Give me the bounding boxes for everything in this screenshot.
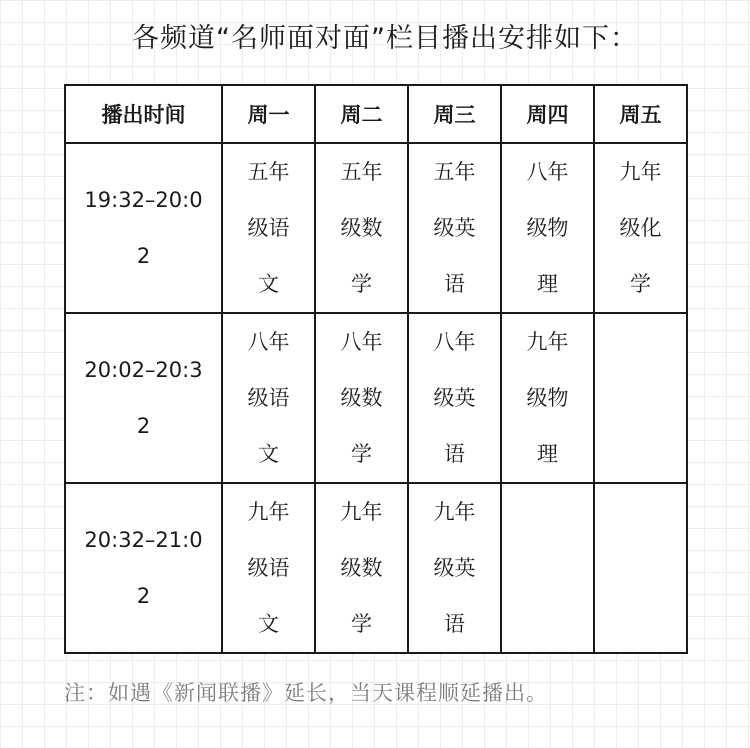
table-row bbox=[65, 483, 687, 653]
header-row bbox=[65, 85, 687, 143]
header-wednesday: 周三 bbox=[408, 85, 501, 143]
course-cell: 九年级物理 bbox=[501, 313, 594, 483]
course-cell: 九年级数学 bbox=[315, 483, 408, 653]
schedule-table bbox=[64, 84, 688, 654]
course-cell: 五年级英语 bbox=[408, 143, 501, 313]
course-cell: 九年级语文 bbox=[222, 483, 315, 653]
time-slot: 20:02–20:32 bbox=[65, 313, 222, 483]
course-cell bbox=[594, 313, 687, 483]
header-monday: 周一 bbox=[222, 85, 315, 143]
course-cell: 八年级英语 bbox=[408, 313, 501, 483]
header-friday: 周五 bbox=[594, 85, 687, 143]
header-thursday: 周四 bbox=[501, 85, 594, 143]
course-cell: 八年级数学 bbox=[315, 313, 408, 483]
course-cell: 五年级语文 bbox=[222, 143, 315, 313]
table-row bbox=[65, 143, 687, 313]
footnote: 注：如遇《新闻联播》延长，当天课程顺延播出。 bbox=[64, 681, 548, 705]
header-tuesday: 周二 bbox=[315, 85, 408, 143]
header-time: 播出时间 bbox=[65, 85, 222, 143]
course-cell: 九年级化学 bbox=[594, 143, 687, 313]
course-cell: 八年级语文 bbox=[222, 313, 315, 483]
course-cell: 九年级英语 bbox=[408, 483, 501, 653]
time-slot: 20:32–21:02 bbox=[65, 483, 222, 653]
course-cell bbox=[594, 483, 687, 653]
course-cell: 八年级物理 bbox=[501, 143, 594, 313]
table-row bbox=[65, 313, 687, 483]
page-title: 各频道“名师面对面”栏目播出安排如下： bbox=[132, 23, 638, 54]
time-slot: 19:32–20:02 bbox=[65, 143, 222, 313]
course-cell bbox=[501, 483, 594, 653]
course-cell: 五年级数学 bbox=[315, 143, 408, 313]
